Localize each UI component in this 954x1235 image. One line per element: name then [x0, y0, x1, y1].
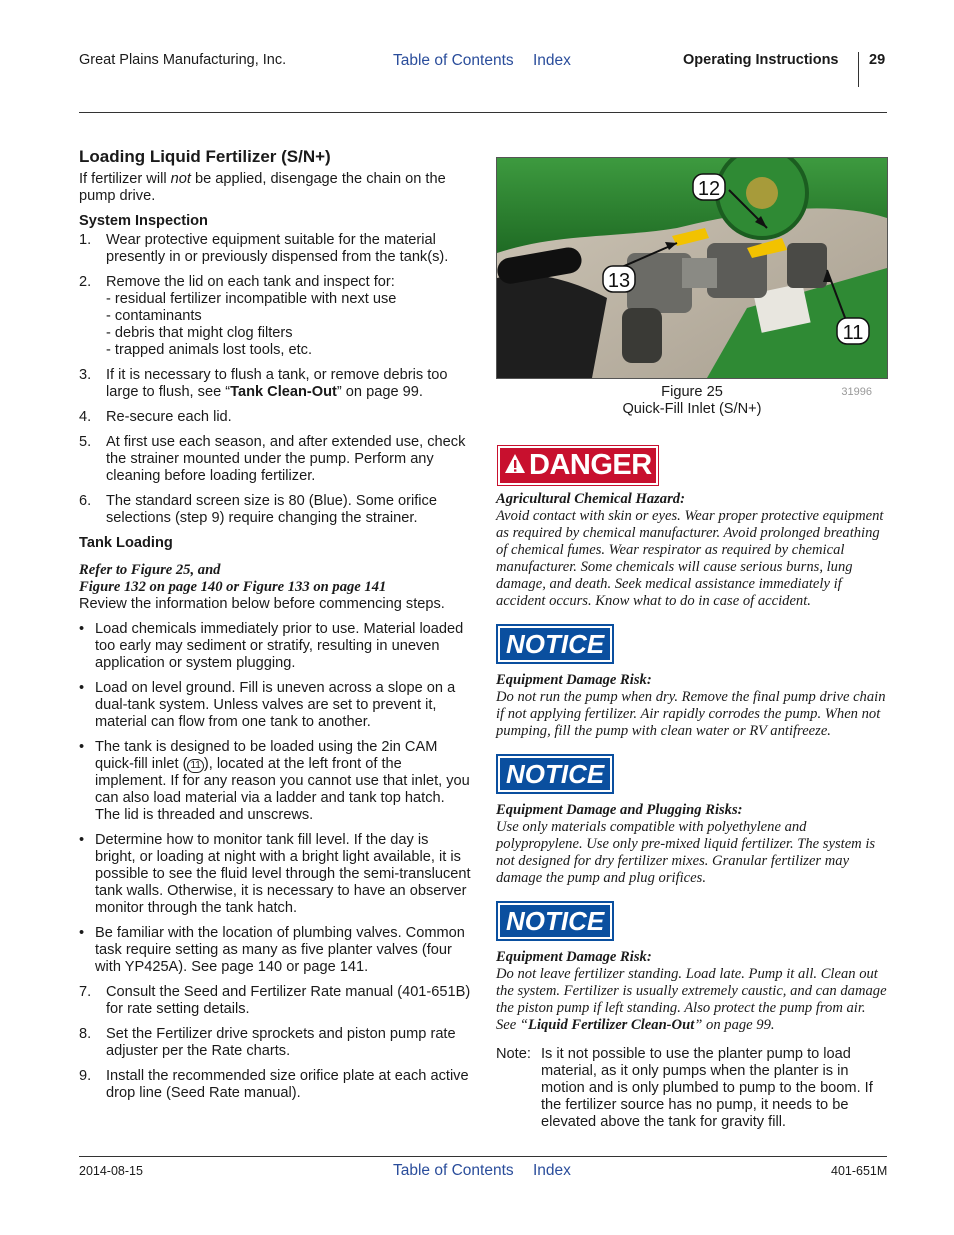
- danger-text: Avoid contact with skin or eyes. Wear proper protective equipment as required by chemical manufacturer. Avoid prolonged breathing of chemical fumes. Wear respirator as required by chemical manufacturer. Some chemicals will cause serious burns, lung damage, and death. Seek medical assistance immediately if accident occurs. Know what to do in case of accident.: [496, 508, 884, 610]
- inspection-heading: System Inspection: [79, 213, 208, 229]
- inspection-steps: [79, 232, 471, 527]
- section-title: Loading Liquid Fertilizer (S/N+): [79, 147, 331, 166]
- image-number: 31996: [841, 386, 872, 398]
- loading-steps: [79, 984, 471, 1102]
- callout-13: 13: [607, 270, 631, 292]
- footer-index-link[interactable]: Index: [533, 1162, 571, 1179]
- header-toc-link[interactable]: Table of Contents: [393, 52, 514, 69]
- tank-cleanout-link[interactable]: Tank Clean-Out: [230, 384, 337, 400]
- figure-25: [496, 157, 888, 418]
- notice-label: NOTICE: [498, 756, 612, 792]
- list-item: 3. If it is necessary to flush a tank, or remove debris too large to flush, see “Tank Clean-Out” on page 99.: [79, 367, 448, 400]
- loading-heading: Tank Loading: [79, 535, 173, 551]
- header-company: Great Plains Manufacturing, Inc.: [79, 52, 287, 68]
- list-item: • Be familiar with the location of plumbing valves. Common task require setting as many as five planter valves (four with YP425A). See page 140 or page 141.: [79, 925, 465, 975]
- note-text: Is it not possible to use the planter pump to load material, as it only pumps when the planter is in motion and is only plumbed to pump to the boom. If the fertilizer source has no pump, it needs to be elevated above the tank for gravity fill.: [541, 1046, 873, 1131]
- notice-2-text: Use only materials compatible with polyethylene and polypropylene. Use only pre-mixed liquid fertilizer. The system is not designed for dry fertilizer mixes. Granular fertilizer may damage the pump and plug orifices.: [496, 819, 876, 887]
- intro-paragraph: If fertilizer will not be applied, disengage the chain on the pump drive.: [79, 171, 446, 204]
- header-divider: [858, 52, 859, 87]
- list-item: • Load on level ground. Fill is uneven across a slope on a dual-tank system. Unless valves are set to prevent it, material can flow from one tank to another.: [79, 680, 456, 730]
- list-item: 2. Remove the lid on each tank and inspect for: - residual fertilizer incompatible with next use - contaminants - debris that might clog filters - trapped animals lost tools, etc.: [79, 274, 471, 359]
- list-item: 9. Install the recommended size orifice plate at each active drop line (Seed Rate manual).: [79, 1068, 469, 1101]
- sub-item: - trapped animals lost tools, etc.: [106, 342, 313, 358]
- header-rule: [79, 112, 887, 113]
- quick-fill-illustration: [497, 158, 887, 378]
- list-item: • Determine how to monitor tank fill level. If the day is bright, or loading at night with a bright light available, it is possible to see the fluid level through the semi-translucent tank walls. Otherwise, it is necessary to have an observer monitor through the tank hatch.: [79, 832, 471, 916]
- figure-reference: Refer to Figure 25, and Figure 132 on page 140 or Figure 133 on page 141: [79, 562, 387, 595]
- list-item: • Load chemicals immediately prior to use. Material loaded too early may sediment or stratify, resulting in uneven application or system plugging.: [79, 621, 464, 671]
- notice-label: NOTICE: [498, 626, 612, 662]
- callout-11: 11: [842, 322, 864, 344]
- right-column: [496, 157, 888, 1131]
- figure-caption: Figure 25 Quick-Fill Inlet (S/N+): [622, 384, 762, 417]
- footer-manual-number: 401-651M: [831, 1164, 888, 1178]
- list-item: 5. At first use each season, and after extended use, check the strainer mounted under the pump. Perform any cleaning before loading fertilizer.: [79, 434, 466, 484]
- note-block: [496, 1046, 888, 1131]
- notice-3-text: Do not leave fertilizer standing. Load late. Pump it all. Clean out the system. Fertilizer is usually extremely caustic, and can damage the piston pump if left standing. Also protect the pump from air. See “Liquid Fertilizer Clean-Out” on page 99.: [496, 966, 887, 1034]
- note-label: Note:: [496, 1046, 531, 1063]
- fertilizer-cleanout-link[interactable]: Liquid Fertilizer Clean-Out: [528, 1017, 695, 1034]
- list-item: • The tank is designed to be loaded using the 2in CAM quick-fill inlet ( 11 ), located at the left front of the implement. If for any reason you cannot use that inlet, you can also load material via a ladder and tank top hatch. The lid is threaded and unscrews.: [79, 739, 470, 823]
- danger-label: DANGER: [498, 446, 658, 485]
- page-number: 29: [869, 52, 886, 68]
- list-item: 1. Wear protective equipment suitable for the material presently in or previously dispensed from the tank(s).: [79, 232, 449, 265]
- notice-label: NOTICE: [498, 903, 612, 939]
- callout-12: 12: [697, 178, 721, 200]
- list-item: 4. Re-secure each lid.: [79, 409, 232, 425]
- review-paragraph: Review the information below before commencing steps.: [79, 596, 445, 612]
- quick-fill-photo: [496, 157, 888, 379]
- footer-toc-link[interactable]: Table of Contents: [393, 1162, 514, 1179]
- notice-3-title: Equipment Damage Risk:: [496, 949, 652, 966]
- list-item: 6. The standard screen size is 80 (Blue). Some orifice selections (step 9) require changing the strainer.: [79, 493, 437, 526]
- list-item: 8. Set the Fertilizer drive sprockets and piston pump rate adjuster per the Rate charts.: [79, 1026, 456, 1059]
- notice-1-title: Equipment Damage Risk:: [496, 672, 652, 689]
- loading-bullets: [79, 621, 471, 976]
- notice-1-text: Do not run the pump when dry. Remove the final pump drive chain if not applying fertilizer. Air rapidly corrodes the pump. When not pumping, fill the pump with clean water or RV antifreeze.: [496, 689, 886, 740]
- warning-triangle-icon: [504, 450, 526, 482]
- footer-date: 2014-08-15: [79, 1164, 143, 1178]
- sub-item: - residual fertilizer incompatible with next use: [106, 291, 397, 307]
- sub-item: - debris that might clog filters: [106, 325, 293, 341]
- sub-item: - contaminants: [106, 308, 202, 324]
- notice-2-title: Equipment Damage and Plugging Risks:: [496, 802, 743, 819]
- left-column: [79, 148, 471, 1110]
- header-section: Operating Instructions: [683, 52, 839, 68]
- callout-11-mini: 11: [187, 759, 203, 773]
- danger-title: Agricultural Chemical Hazard:: [496, 491, 685, 508]
- footer-rule: [79, 1156, 887, 1157]
- header-index-link[interactable]: Index: [533, 52, 571, 69]
- list-item: 7. Consult the Seed and Fertilizer Rate manual (401-651B) for rate setting details.: [79, 984, 471, 1017]
